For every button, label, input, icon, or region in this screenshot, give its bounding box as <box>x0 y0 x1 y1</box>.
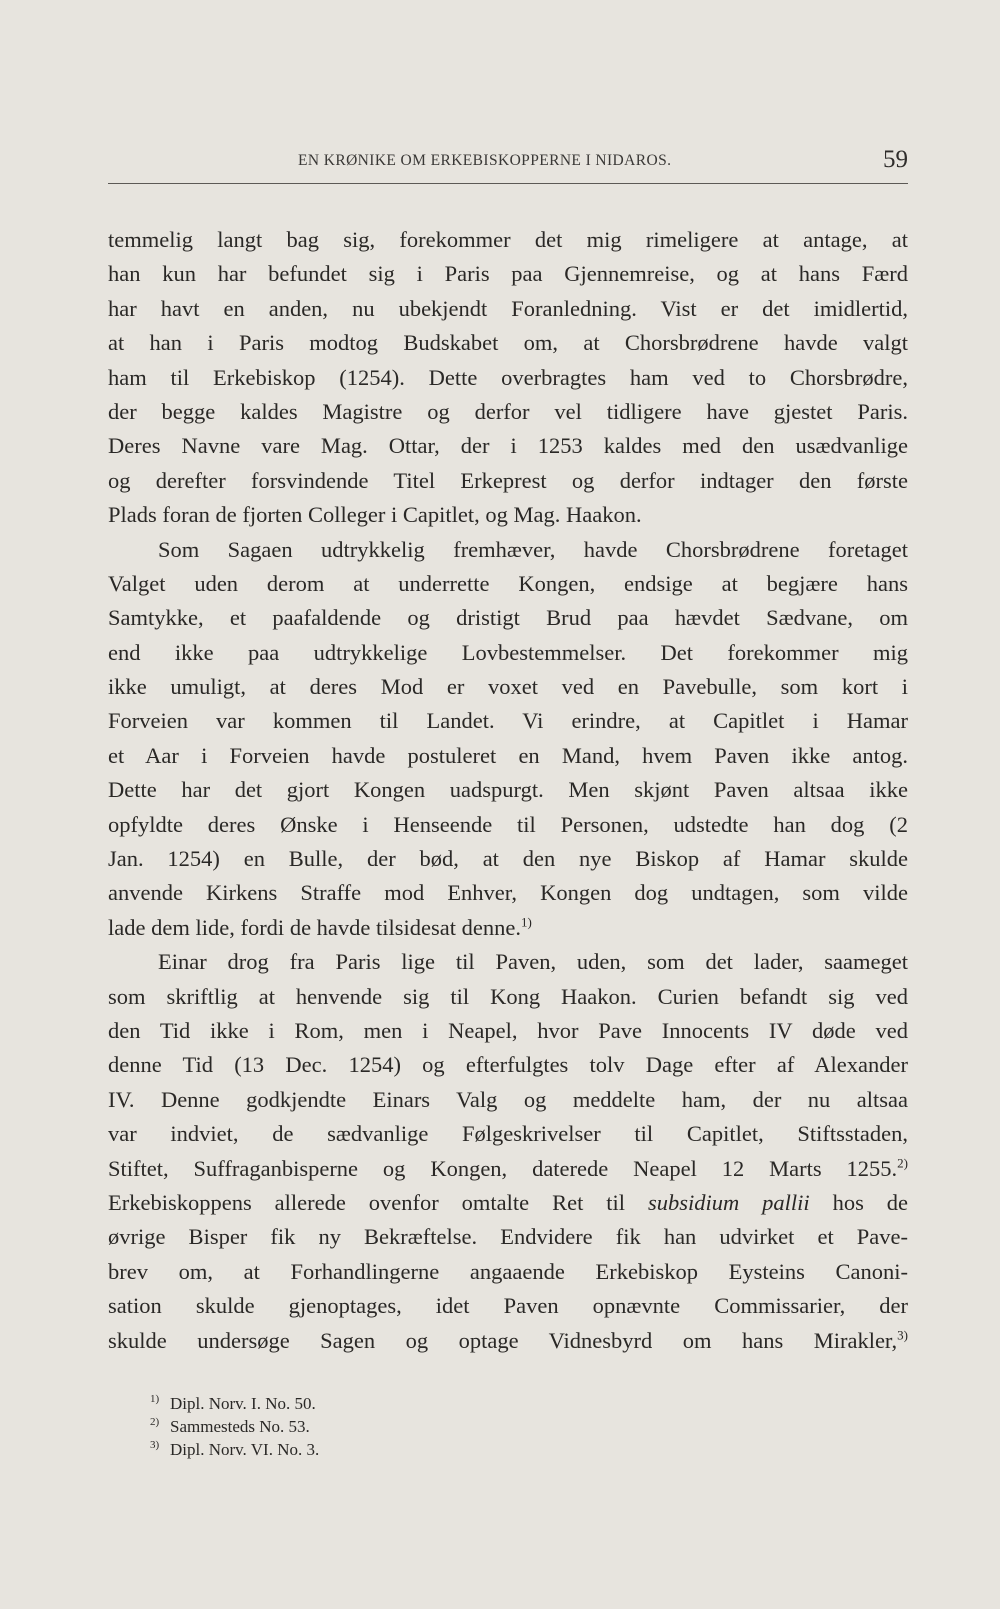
text-line <box>108 911 908 945</box>
text-line: han kun har befundet sig i Paris paa Gjennemreise, og at hans Færd <box>108 261 908 287</box>
text-line: Valget uden derom at underrette Kongen, endsige at begjære hans <box>108 570 908 596</box>
text-line: end ikke paa udtrykkelige Lovbestemmelser. Det forekommer mig <box>108 639 908 665</box>
text-segment: hos de <box>832 1189 908 1215</box>
text-line: var indviet, de sædvanlige Følgeskrivelser til Capitlet, Stiftsstaden, <box>108 1121 908 1147</box>
footnote-text: Dipl. Norv. VI. No. 3. <box>170 1440 320 1459</box>
text-line: Som Sagaen udtrykkelig fremhæver, havde Chorsbrødrene foretaget <box>158 536 908 562</box>
text-line: Deres Navne vare Mag. Ottar, der i 1253 kaldes med den usædvanlige <box>108 433 908 459</box>
text-segment: Erkebiskoppens allerede ovenfor omtalte Ret til <box>108 1189 625 1215</box>
text-line: den Tid ikke i Rom, men i Neapel, hvor Pave Innocents IV døde ved <box>108 1017 908 1043</box>
text-line: temmelig langt bag sig, forekommer det mig rimeligere at antage, at <box>108 227 908 252</box>
text-line: et Aar i Forveien havde postuleret en Mand, hvem Paven ikke antog. <box>108 742 908 768</box>
footnote-reference: 3) <box>897 1327 908 1342</box>
footnote-reference: 2) <box>897 1155 908 1171</box>
footnote: 2) Sammesteds No. 53. <box>150 1416 310 1436</box>
text-line: sation skulde gjenoptages, idet Paven opnævnte Commissarier, der <box>108 1293 908 1319</box>
text-line: brev om, at Forhandlingerne angaaende Erkebiskop Eysteins Canoni- <box>108 1258 908 1284</box>
text-line: at han i Paris modtog Budskabet om, at Chorsbrødrene havde valgt <box>108 330 908 356</box>
text-line: opfyldte deres Ønske i Henseende til Personen, udstedte han dog (2 <box>108 811 908 837</box>
footnote: 1) Dipl. Norv. I. No. 50. <box>150 1393 316 1413</box>
text-line <box>108 1152 908 1186</box>
text-line: denne Tid (13 Dec. 1254) og efterfulgtes tolv Dage efter af Alexander <box>108 1052 908 1078</box>
text-line: Einar drog fra Paris lige til Paven, uden, som det lader, saameget <box>158 949 908 975</box>
text-line: der begge kaldes Magistre og derfor vel tidligere have gjestet Paris. <box>108 398 908 424</box>
text-line: Jan. 1254) en Bulle, der bød, at den nye Biskop af Hamar skulde <box>108 846 908 872</box>
footnote-text: Dipl. Norv. I. No. 50. <box>170 1394 316 1413</box>
text-line <box>108 1186 908 1220</box>
text-segment: Stiftet, Suffraganbisperne og Kongen, daterede Neapel 12 Marts 1255. <box>108 1155 898 1181</box>
text-segment: skulde undersøge Sagen og optage Vidnesbyrd om hans Mirakler, <box>108 1327 898 1353</box>
text-line: som skriftlig at henvende sig til Kong Haakon. Curien befandt sig ved <box>108 983 908 1009</box>
text-line: Dette har det gjort Kongen uadspurgt. Men skjønt Paven altsaa ikke <box>108 777 908 803</box>
italic-phrase: subsidium pallii <box>647 1189 810 1215</box>
text-line: anvende Kirkens Straffe mod Enhver, Kongen dog undtagen, som vilde <box>108 880 908 906</box>
body-text <box>108 223 908 1358</box>
text-line <box>108 1324 908 1358</box>
running-title: EN KRØNIKE OM ERKEBISKOPPERNE I NIDAROS. <box>298 152 672 169</box>
footnote-text: Sammesteds No. 53. <box>170 1417 310 1436</box>
footnote: 3) Dipl. Norv. VI. No. 3. <box>150 1439 320 1459</box>
running-head <box>108 146 908 186</box>
text-segment: lade dem lide, fordi de havde tilsidesat denne. <box>108 914 521 940</box>
text-line: ham til Erkebiskop (1254). Dette overbragtes ham ved to Chorsbrødre, <box>108 364 908 390</box>
text-line: og derefter forsvindende Titel Erkeprest og derfor indtager den første <box>108 467 908 493</box>
text-line: Samtykke, et paafaldende og dristigt Brud paa hævdet Sædvane, om <box>108 605 908 631</box>
header-rule <box>108 183 908 184</box>
text-line: Plads foran de fjorten Colleger i Capitlet, og Mag. Haakon. <box>108 502 642 528</box>
page-number: 59 <box>883 146 908 173</box>
text-line: øvrige Bisper fik ny Bekræftelse. Endvidere fik han udvirket et Pave- <box>108 1224 908 1250</box>
text-line: IV. Denne godkjendte Einars Valg og meddelte ham, der nu altsaa <box>108 1086 908 1112</box>
text-line: har havt en anden, nu ubekjendt Foranledning. Vist er det imidlertid, <box>108 295 908 321</box>
text-line: ikke umuligt, at deres Mod er voxet ved en Pavebulle, som kort i <box>108 674 908 700</box>
footnote-reference: 1) <box>521 914 532 930</box>
text-line: Forveien var kommen til Landet. Vi erindre, at Capitlet i Hamar <box>108 708 908 734</box>
footnotes <box>150 1392 650 1461</box>
